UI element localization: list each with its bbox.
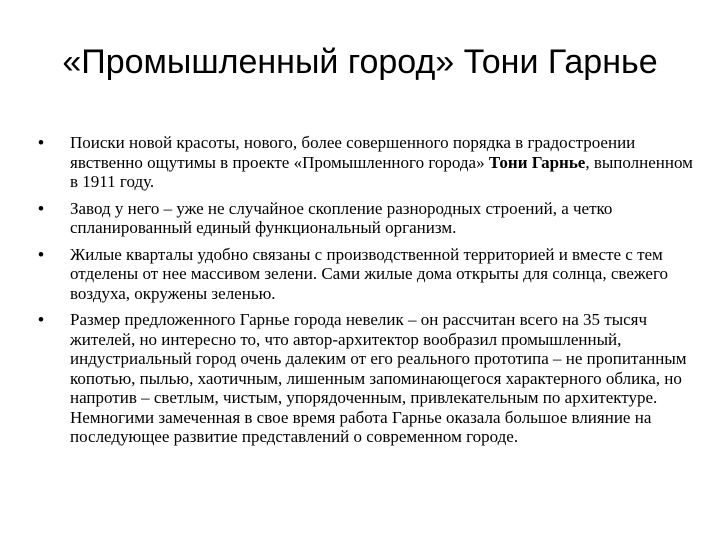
bullet-text: Завод у него – уже не случайное скопление разнородных строений, а четко спланированный единый функциональный организм. — [70, 198, 613, 237]
bullet-item-3 — [36, 245, 696, 304]
bullet-text: Жилые кварталы удобно связаны с производственной территорией и вместе с тем отделены от нее массивом зелени. Сами жилые дома открыты для солнца, свежего воздуха, окружены зеленью. — [70, 244, 668, 303]
bullet-icon: • — [38, 310, 44, 329]
slide-title: «Промышленный город» Тони Гарнье — [62, 43, 658, 81]
bullet-text-start: Поиски новой красоты, нового, более совершенного порядка в градостроении явственно ощутимы в проекте «Промышленного города» — [70, 133, 636, 172]
bullet-icon: • — [38, 244, 44, 264]
bullet-item-1 — [36, 133, 696, 192]
bullet-text: Размер предложенного Гарнье города невелик – он рассчитан всего на 35 тысяч жителей, но интересно то, что автор-архитектор вообразил промышленный, индустриальный город очень далеким от его реального прототипа – не пропитанным копотью, пылью, хаотичным, лишенным запоминающегося характерного облика, но напротив – светлым, чистым, упорядоченным, привлекательным по архитектуре. Немногими замеченная в свое время работа Гарнье оказала большое влияние на последующее развитие представлений о современном городе. — [70, 310, 687, 446]
bullet-icon: • — [38, 198, 44, 218]
bullet-item-4 — [36, 310, 696, 447]
bullet-item-2 — [36, 199, 696, 238]
bullet-list — [36, 133, 696, 454]
bullet-icon: • — [38, 133, 44, 152]
bullet-text-bold: Тони Гарнье — [488, 152, 586, 172]
bullet-text-end: , выполненном в 1911 году. — [70, 152, 693, 191]
